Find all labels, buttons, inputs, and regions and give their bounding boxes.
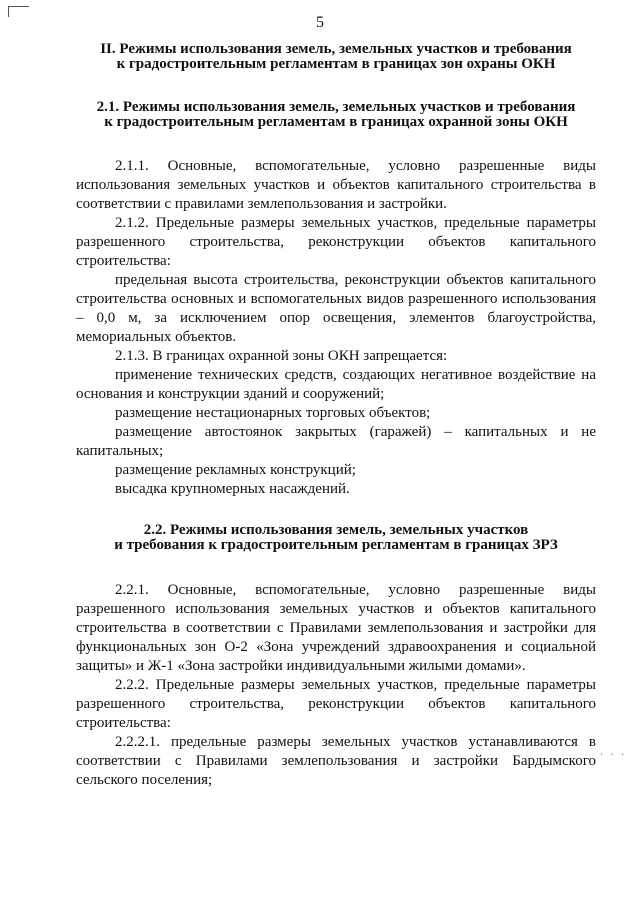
paragraph-2-2-2-1: 2.2.2.1. предельные размеры земельных участков устанавливаются в соответствии с Правилами землепользования и застройки Бардымского сельского поселения;: [76, 734, 596, 788]
paragraph-2-2-1: 2.2.1. Основные, вспомогательные, условно разрешенные виды разрешенного использования земельных участков и объектов капитального строительства в соответствии с Правилами землепользования и застройки для функциональных зон О-2 «Зона учреждений здравоохранения и социальной защиты» и Ж-1 «Зона застройки индивидуальными жилыми домами».: [76, 582, 596, 674]
list-item-non-stationary: размещение нестационарных торговых объектов;: [115, 405, 431, 421]
paragraph-2-2-2: 2.2.2. Предельные размеры земельных участков, предельные параметры разрешенного строительства, реконструкции объектов капитального строительства:: [76, 677, 596, 731]
section-2-2-heading: [76, 523, 596, 553]
paragraph-2-1-1: 2.1.1. Основные, вспомогательные, условно разрешенные виды использования земельных участков и объектов капитального строительства в соответствии с правилами землепользования и застройки.: [76, 158, 596, 212]
section-2-2-heading-line2: и требования к градостроительным регламентам в границах ЗРЗ: [114, 537, 558, 553]
section-2-heading-line1: II. Режимы использования земель, земельных участков и требования: [100, 41, 572, 57]
section-2-1-heading: [76, 100, 596, 130]
paragraph-2-1-2: 2.1.2. Предельные размеры земельных участков, предельные параметры разрешенного строительства, реконструкции объектов капитального строительства:: [76, 215, 596, 269]
section-2-2-heading-line1: 2.2. Режимы использования земель, земельных участков: [143, 522, 529, 538]
document-body: [76, 42, 596, 790]
list-item-technical-means: применение технических средств, создающих негативное воздействие на основания и конструкции зданий и сооружений;: [76, 367, 596, 402]
section-2-1-heading-line2: к градостроительным регламентам в границах охранной зоны ОКН: [104, 114, 568, 130]
list-item-advertising: размещение рекламных конструкций;: [115, 462, 356, 478]
list-item-planting: высадка крупномерных насаждений.: [115, 481, 350, 497]
paragraph-max-height: предельная высота строительства, реконструкции объектов капитального строительства основных и вспомогательных видов разрешенного использования – 0,0 м, за исключением опор освещения, элементов благоустройства, мемориальных объектов.: [76, 272, 596, 345]
paragraph-2-1-3: 2.1.3. В границах охранной зоны ОКН запрещается:: [115, 348, 448, 364]
list-item-parking: размещение автостоянок закрытых (гаражей) – капитальных и не капитальных;: [76, 424, 596, 459]
section-2-heading-line2: к градостроительным регламентам в границах зон охраны ОКН: [116, 56, 556, 72]
section-2-heading: [76, 42, 596, 72]
scan-artifact-dots: . . .: [600, 743, 627, 758]
page-number: 5: [316, 14, 324, 31]
section-2-1-heading-line1: 2.1. Режимы использования земель, земельных участков и требования: [96, 99, 576, 115]
